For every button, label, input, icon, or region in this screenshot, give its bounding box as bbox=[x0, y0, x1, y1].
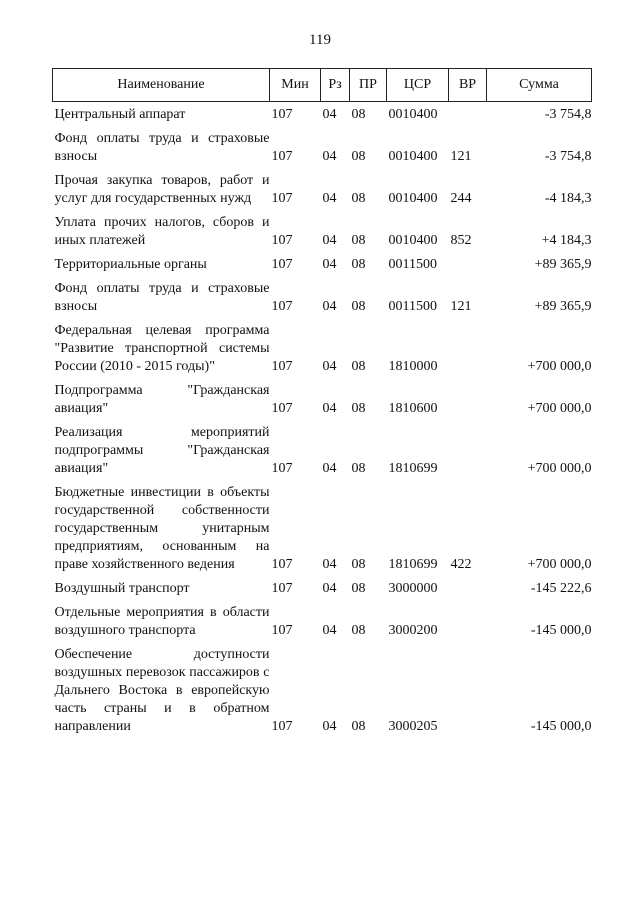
cell-name: Обеспечение доступности воздушных перевозок пассажиров с Дальнего Востока в европейскую часть страны и в обратном направлении bbox=[54, 647, 270, 734]
cell-rz: 04 bbox=[322, 233, 337, 248]
cell-rz: 04 bbox=[322, 149, 337, 164]
cell-csr: 0010400 bbox=[388, 149, 438, 164]
cell-sum: +700 000,0 bbox=[527, 461, 592, 476]
header-row bbox=[53, 69, 592, 102]
cell-min: 107 bbox=[271, 191, 293, 206]
cell-sum: -4 184,3 bbox=[544, 191, 592, 206]
table-row bbox=[53, 250, 592, 274]
cell-name: Уплата прочих налогов, сборов и иных платежей bbox=[54, 215, 270, 248]
cell-vr: 244 bbox=[450, 191, 472, 206]
cell-name: Прочая закупка товаров, работ и услуг для государственных нужд bbox=[54, 173, 270, 206]
cell-csr: 3000000 bbox=[388, 581, 438, 596]
cell-pr: 08 bbox=[351, 299, 366, 314]
table-body bbox=[53, 102, 592, 737]
cell-sum: +700 000,0 bbox=[527, 401, 592, 416]
cell-sum: -145 222,6 bbox=[530, 581, 592, 596]
cell-min: 107 bbox=[271, 107, 293, 122]
cell-sum: +4 184,3 bbox=[541, 233, 592, 248]
cell-min: 107 bbox=[271, 719, 293, 734]
cell-name: Подпрограмма "Гражданская авиация" bbox=[54, 383, 270, 416]
cell-pr: 08 bbox=[351, 581, 366, 596]
cell-rz: 04 bbox=[322, 461, 337, 476]
cell-sum: +89 365,9 bbox=[534, 299, 592, 314]
cell-csr: 1810699 bbox=[388, 557, 438, 572]
table-row bbox=[53, 208, 592, 250]
cell-csr: 1810000 bbox=[388, 359, 438, 374]
cell-pr: 08 bbox=[351, 461, 366, 476]
cell-csr: 1810699 bbox=[388, 461, 438, 476]
table-row bbox=[53, 418, 592, 478]
table-row bbox=[53, 376, 592, 418]
cell-pr: 08 bbox=[351, 557, 366, 572]
header-csr: ЦСР bbox=[387, 69, 449, 102]
table-row bbox=[53, 640, 592, 736]
cell-name: Центральный аппарат bbox=[54, 107, 186, 122]
cell-rz: 04 bbox=[322, 557, 337, 572]
cell-pr: 08 bbox=[351, 401, 366, 416]
cell-vr bbox=[449, 316, 487, 376]
cell-rz: 04 bbox=[322, 299, 337, 314]
cell-min: 107 bbox=[271, 623, 293, 638]
cell-vr: 121 bbox=[450, 149, 472, 164]
header-vr: ВР bbox=[449, 69, 487, 102]
cell-pr: 08 bbox=[351, 359, 366, 374]
cell-sum: -3 754,8 bbox=[544, 107, 592, 122]
cell-csr: 0011500 bbox=[388, 299, 437, 314]
cell-name: Фонд оплаты труда и страховые взносы bbox=[54, 281, 270, 314]
cell-min: 107 bbox=[271, 557, 293, 572]
cell-rz: 04 bbox=[322, 623, 337, 638]
cell-min: 107 bbox=[271, 299, 293, 314]
cell-pr: 08 bbox=[351, 623, 366, 638]
cell-csr: 0010400 bbox=[388, 191, 438, 206]
cell-min: 107 bbox=[271, 233, 293, 248]
cell-vr: 852 bbox=[450, 233, 472, 248]
cell-name: Территориальные органы bbox=[54, 257, 207, 272]
cell-sum: +700 000,0 bbox=[527, 359, 592, 374]
cell-rz: 04 bbox=[322, 719, 337, 734]
cell-name: Отдельные мероприятия в области воздушного транспорта bbox=[54, 605, 270, 638]
cell-name: Воздушный транспорт bbox=[54, 581, 190, 596]
cell-name: Бюджетные инвестиции в объекты государственной собственности государственным унитарным предприятиям, основанным на праве хозяйственного ведения bbox=[54, 485, 270, 572]
cell-vr bbox=[449, 250, 487, 274]
cell-csr: 3000205 bbox=[388, 719, 438, 734]
header-rz: Рз bbox=[321, 69, 350, 102]
cell-vr bbox=[449, 640, 487, 736]
table-row bbox=[53, 574, 592, 598]
cell-pr: 08 bbox=[351, 233, 366, 248]
table-row bbox=[53, 102, 592, 125]
cell-vr: 422 bbox=[450, 557, 472, 572]
cell-min: 107 bbox=[271, 149, 293, 164]
header-name: Наименование bbox=[53, 69, 270, 102]
cell-csr: 1810600 bbox=[388, 401, 438, 416]
header-min: Мин bbox=[270, 69, 321, 102]
cell-pr: 08 bbox=[351, 257, 366, 272]
cell-pr: 08 bbox=[351, 107, 366, 122]
cell-rz: 04 bbox=[322, 191, 337, 206]
table-row bbox=[53, 316, 592, 376]
cell-sum: +89 365,9 bbox=[534, 257, 592, 272]
header-sum: Сумма bbox=[487, 69, 592, 102]
cell-sum: +700 000,0 bbox=[527, 557, 592, 572]
table-row bbox=[53, 124, 592, 166]
table-row bbox=[53, 166, 592, 208]
cell-rz: 04 bbox=[322, 401, 337, 416]
cell-csr: 3000200 bbox=[388, 623, 438, 638]
cell-min: 107 bbox=[271, 401, 293, 416]
page-number: 119 bbox=[309, 32, 331, 48]
cell-csr: 0011500 bbox=[388, 257, 437, 272]
cell-vr bbox=[449, 376, 487, 418]
header-pr: ПР bbox=[350, 69, 387, 102]
cell-name: Фонд оплаты труда и страховые взносы bbox=[54, 131, 270, 164]
cell-rz: 04 bbox=[322, 359, 337, 374]
cell-min: 107 bbox=[271, 257, 293, 272]
cell-min: 107 bbox=[271, 359, 293, 374]
cell-rz: 04 bbox=[322, 257, 337, 272]
cell-rz: 04 bbox=[322, 107, 337, 122]
cell-vr bbox=[449, 102, 487, 125]
table-row bbox=[53, 274, 592, 316]
cell-rz: 04 bbox=[322, 581, 337, 596]
cell-sum: -145 000,0 bbox=[530, 623, 592, 638]
cell-pr: 08 bbox=[351, 191, 366, 206]
budget-table bbox=[52, 68, 592, 736]
table-row bbox=[53, 478, 592, 574]
cell-pr: 08 bbox=[351, 149, 366, 164]
cell-vr: 121 bbox=[450, 299, 472, 314]
cell-vr bbox=[449, 418, 487, 478]
cell-name: Реализация мероприятий подпрограммы "Гражданская авиация" bbox=[54, 425, 270, 476]
cell-csr: 0010400 bbox=[388, 233, 438, 248]
cell-min: 107 bbox=[271, 581, 293, 596]
cell-sum: -145 000,0 bbox=[530, 719, 592, 734]
cell-vr bbox=[449, 598, 487, 640]
table-row bbox=[53, 598, 592, 640]
cell-csr: 0010400 bbox=[388, 107, 438, 122]
cell-name: Федеральная целевая программа "Развитие транспортной системы России (2010 - 2015 годы)" bbox=[54, 323, 270, 374]
cell-sum: -3 754,8 bbox=[544, 149, 592, 164]
cell-pr: 08 bbox=[351, 719, 366, 734]
cell-vr bbox=[449, 574, 487, 598]
cell-min: 107 bbox=[271, 461, 293, 476]
